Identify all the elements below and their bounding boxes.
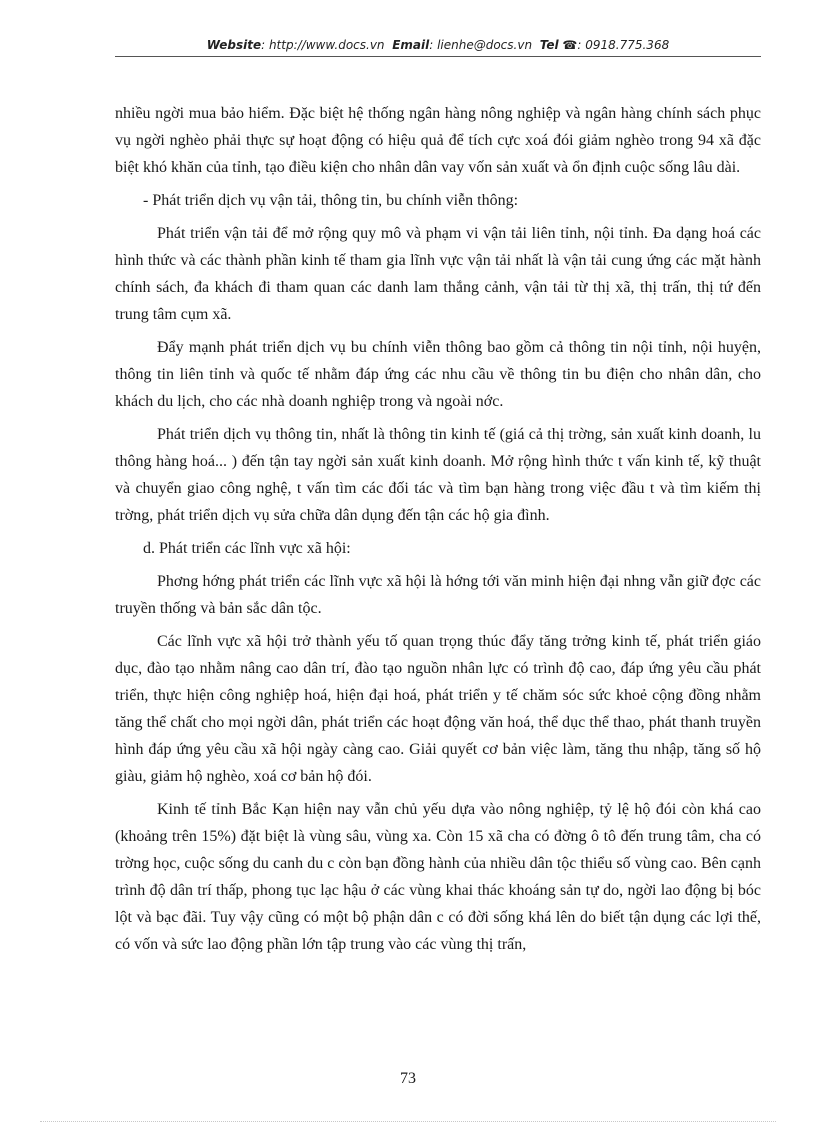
header-divider: [115, 56, 761, 57]
page-header: [115, 38, 761, 52]
footer-divider: [40, 1121, 776, 1122]
paragraph-5: Phát triển dịch vụ thông tin, nhất là thông tin kinh tế (giá cả thị trờng, sản xuất kinh doanh, lu thông hàng hoá... ) đến tận tay ngời sản xuất kinh doanh. Mở rộng hình thức t vấn kinh tế, kỹ thuật và chuyển giao công nghệ, t vấn tìm các đối tác và tìm bạn hàng trong việc đầu t và tìm kiếm thị trờng, phát triển dịch vụ sửa chữa dân dụng đến tận các hộ gia đình.: [115, 426, 761, 524]
email-label: Email: [392, 38, 430, 52]
section-heading-d: d. Phát triển các lĩnh vực xã hội:: [143, 540, 351, 557]
paragraph-2: - Phát triển dịch vụ vận tải, thông tin, bu chính viễn thông:: [143, 192, 519, 209]
tel-value: : 0918.775.368: [577, 38, 670, 52]
paragraph-8: Các lĩnh vực xã hội trở thành yếu tố quan trọng thúc đẩy tăng trởng kinh tế, phát triển giáo dục, đào tạo nhằm nâng cao dân trí, đào tạo nguồn nhân lực có trình độ cao, đáp ứng yêu cầu phát triển, thực hiện công nghiệp hoá, hiện đại hoá, phát triển y tế chăm sóc sức khoẻ cộng đồng nhằm tăng thể chất cho mọi ngời dân, phát triển các hoạt động văn hoá, thể dục thể thao, phát thanh truyền hình đáp ứng yêu cầu xã hội ngày càng cao. Giải quyết cơ bản việc làm, tăng thu nhập, tăng số hộ giàu, giảm hộ nghèo, xoá cơ bản hộ đói.: [115, 633, 761, 785]
tel-label: Tel: [539, 38, 559, 52]
paragraph-1: nhiều ngời mua bảo hiểm. Đặc biệt hệ thống ngân hàng nông nghiệp và ngân hàng chính sách phục vụ ngời nghèo phải thực sự hoạt động có hiệu quả để tích cực xoá đói giảm nghèo trong 94 xã đặc biệt khó khăn của tỉnh, tạo điều kiện cho nhân dân vay vốn sản xuất và ổn định cuộc sống lâu dài.: [115, 105, 761, 176]
page-number: 73: [400, 1070, 416, 1087]
paragraph-3: Phát triển vận tải để mở rộng quy mô và phạm vi vận tải liên tỉnh, nội tỉnh. Đa dạng hoá các hình thức và các thành phần kinh tế tham gia lĩnh vực vận tải nhất là vận tải cung ứng các mặt hành chính sách, đa khách đi tham quan các danh lam thắng cảnh, vận tải từ thị xã, thị trấn, thị tứ đến trung tâm cụm xã.: [115, 225, 761, 323]
paragraph-7: Phơng hớng phát triển các lĩnh vực xã hội là hớng tới văn minh hiện đại nhng vẫn giữ đợc các truyền thống và bản sắc dân tộc.: [115, 573, 761, 617]
paragraph-9: Kinh tế tỉnh Bắc Kạn hiện nay vẫn chủ yếu dựa vào nông nghiệp, tỷ lệ hộ đói còn khá cao (khoảng trên 15%) đặt biệt là vùng sâu, vùng xa. Còn 15 xã cha có đờng ô tô đến trung tâm, cha có trờng học, cuộc sống du canh du c còn bạn đồng hành của nhiều dân tộc thiểu số vùng cao. Bên cạnh trình độ dân trí thấp, phong tục lạc hậu ở các vùng khai thác khoáng sản tự do, ngời lao động bị bóc lột và bạc đãi. Tuy vậy cũng có một bộ phận dân c có đời sống khá lên do biết tận dụng các lợi thế, có vốn và sức lao động phần lớn tập trung vào các vùng thị trấn,: [115, 801, 761, 953]
document-body: [115, 100, 761, 964]
paragraph-4: Đẩy mạnh phát triển dịch vụ bu chính viễn thông bao gồm cả thông tin nội tỉnh, nội huyện, thông tin liên tỉnh và quốc tế nhằm đáp ứng các nhu cầu về thông tin bu điện cho nhân dân, cho khách du lịch, cho các nhà doanh nghiệp trong và ngoài nớc.: [115, 339, 761, 410]
website-label: Website: [206, 38, 262, 52]
website-value: : http://www.docs.vn: [261, 38, 385, 52]
phone-icon: ☎: [562, 38, 578, 52]
email-value: : lienhe@docs.vn: [429, 38, 533, 52]
